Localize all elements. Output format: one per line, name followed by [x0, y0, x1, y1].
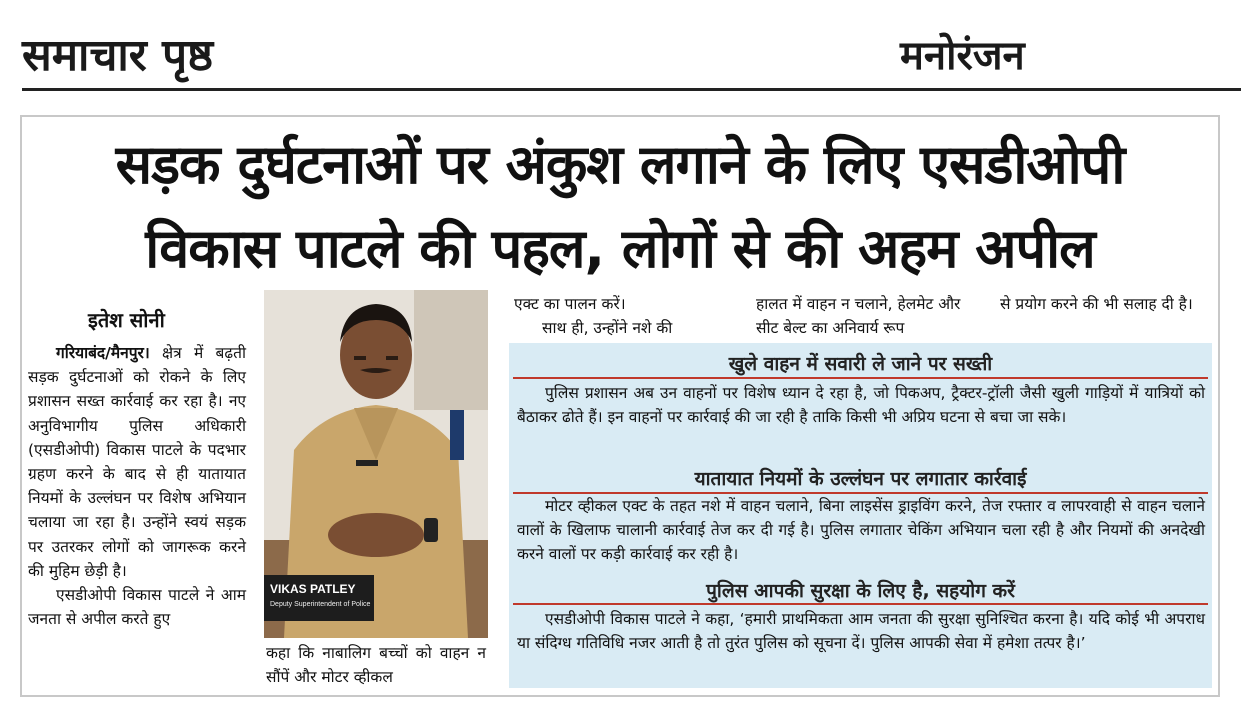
- officer-photo: [264, 290, 488, 638]
- header-rule: [22, 88, 1241, 91]
- section-3-paragraph: एसडीओपी विकास पाटले ने कहा, ‘हमारी प्राथमिकता आम जनता की सुरक्षा सुनिश्चित करना है। यदि कोई भी अपराध या संदिग्ध गतिविधि नजर आती है तो तुरंत पुलिस को सूचना दें। पुलिस आपकी सेवा में हमेशा तत्पर है।’: [517, 610, 1205, 652]
- column-top-1-line-b: साथ ही, उन्होंने नशे की: [542, 319, 673, 337]
- dateline: गरियाबंद/मैनपुर।: [56, 344, 150, 362]
- section-1-heading: खुले वाहन में सवारी ले जाने पर सख्ती: [728, 353, 993, 375]
- column-top-1: [514, 292, 736, 340]
- section-1-rule: [513, 377, 1208, 379]
- section-3-rule: [513, 603, 1208, 605]
- photo-side-text: कहा कि नाबालिग बच्चों को वाहन न सौंपें और मोटर व्हीकल: [266, 644, 486, 686]
- section-3-heading: पुलिस आपकी सुरक्षा के लिए है, सहयोग करें: [706, 580, 1015, 602]
- section-1-text: [517, 381, 1205, 429]
- section-label-right: मनोरंजन: [900, 33, 1025, 79]
- paragraph-intro: [28, 341, 246, 583]
- headline-line-1: सड़क दुर्घटनाओं पर अंकुश लगाने के लिए एसडीओपी: [115, 133, 1125, 196]
- section-2-heading: यातायात नियमों के उल्लंघन पर लगातार कार्रवाई: [694, 468, 1027, 490]
- column-top-2: हालत में वाहन न चलाने, हेलमेट और सीट बेल्ट का अनिवार्य रूप: [756, 295, 961, 337]
- highlight-box: [509, 343, 1212, 688]
- section-1-paragraph: पुलिस प्रशासन अब उन वाहनों पर विशेष ध्यान दे रहा है, जो पिकअप, ट्रैक्टर-ट्रॉली जैसी खुली गाड़ियों में यात्रियों को बैठाकर ढोते हैं। इन वाहनों पर कार्रवाई की जा रही है ताकि किसी भी अप्रिय घटना से बचा जा सके।: [517, 384, 1205, 426]
- byline: इतेश सोनी: [88, 308, 165, 332]
- photo-title-tag: Deputy Superintendent of Police: [270, 601, 371, 608]
- headline-line-2: विकास पाटले की पहल, लोगों से की अहम अपील: [145, 217, 1095, 280]
- paragraph-appeal: एसडीओपी विकास पाटले ने आम जनता से अपील करते हुए: [28, 586, 246, 629]
- section-label-left: समाचार पृष्ठ: [22, 30, 214, 81]
- paragraph-intro-text: क्षेत्र में बढ़ती सड़क दुर्घटनाओं को रोकने के लिए प्रशासन सख्त कार्रवाई कर रहा है। नए अनुविभागीय पुलिस अधिकारी (एसडीओपी) विकास पाटले के पदभार ग्रहण करने के बाद से ही यातायात नियमों के उल्लंघन पर विशेष अभियान चलाया जा रहा है। उन्होंने स्वयं सड़क पर उतरकर लोगों को जागरूक करने की मुहिम छेड़ी है।: [28, 344, 246, 580]
- photo-name-tag: VIKAS PATLEY: [270, 582, 356, 596]
- column-top-1-line-a: एक्ट का पालन करें।: [514, 295, 626, 313]
- section-2-text: [517, 494, 1205, 566]
- article-column-1: [28, 341, 246, 631]
- column-top-3: से प्रयोग करने की भी सलाह दी है।: [1000, 295, 1193, 313]
- section-2-paragraph: मोटर व्हीकल एक्ट के तहत नशे में वाहन चलाने, बिना लाइसेंस ड्राइविंग करने, तेज रफ्तार व लापरवाही से वाहन चलाने वालों के खिलाफ चालानी कार्रवाई तेज कर दी गई है। पुलिस लगातार चेकिंग अभियान चला रही है और नियमों की अनदेखी करने वालों पर कड़ी कार्रवाई कर रही है।: [517, 497, 1205, 563]
- section-3-text: [517, 607, 1205, 655]
